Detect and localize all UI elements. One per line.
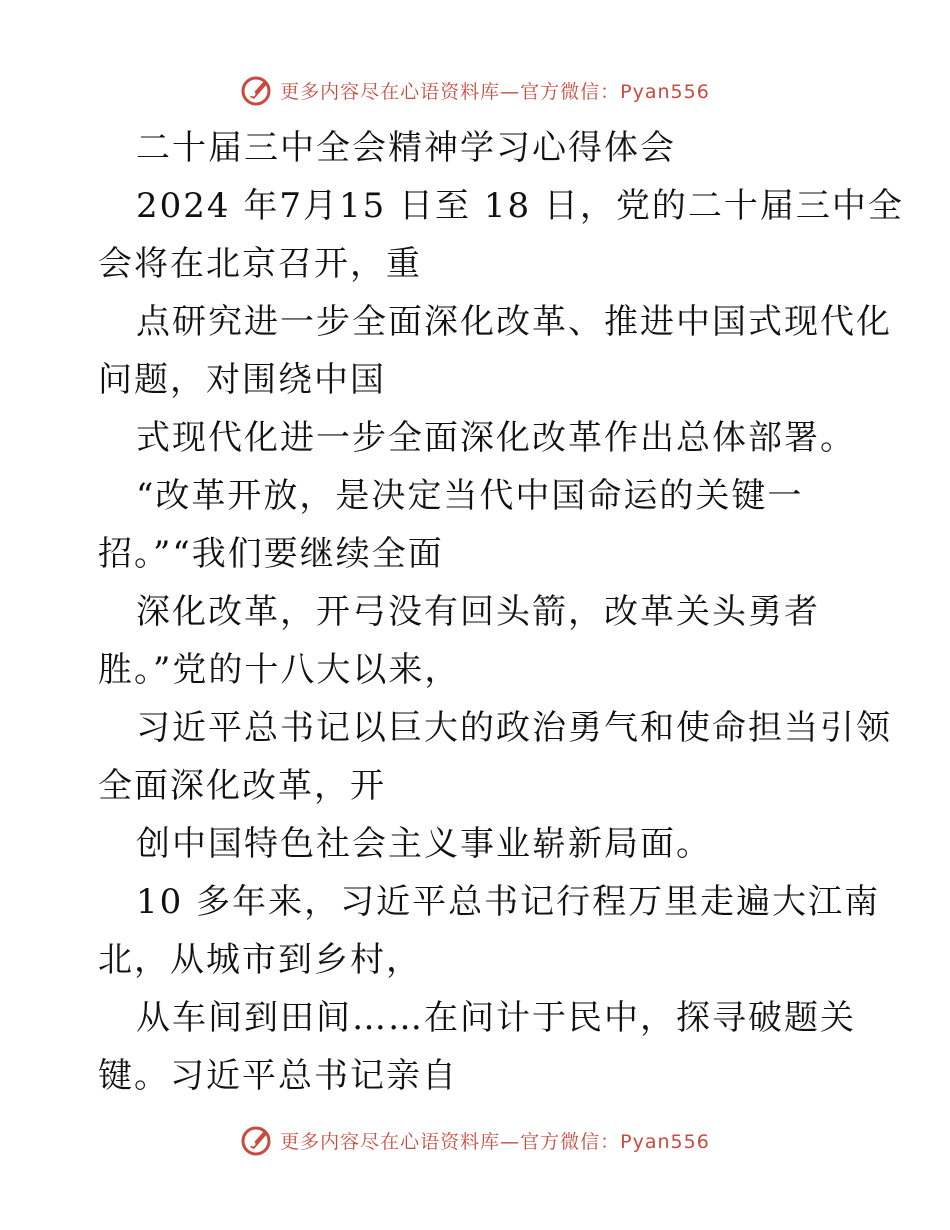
paragraph-line: 胜。”党的十八大以来， [98, 650, 461, 690]
paragraph-line: 键。习近平总书记亲自 [98, 1056, 458, 1096]
footer-watermark-banner [0, 1120, 950, 1160]
paragraph-line: 会将在北京召开，重 [98, 244, 422, 284]
paragraph-line: 从车间到田间……在问计于民中，探寻破题关 [136, 998, 856, 1038]
paragraph-line: 全面深化改革，开 [98, 766, 386, 806]
paragraph-line: 习近平总书记以巨大的政治勇气和使命担当引领 [136, 708, 892, 748]
document-title: 二十届三中全会精神学习心得体会 [136, 128, 676, 168]
paragraph-line: 招。”“我们要继续全面 [98, 534, 444, 574]
paragraph-line: 问题，对围绕中国 [98, 360, 386, 400]
paragraph-line: 式现代化进一步全面深化改革作出总体部署。 [136, 418, 856, 458]
paragraph-line: “改革开放，是决定当代中国命运的关键一 [136, 476, 804, 516]
paragraph-line: 2024 年7月15 日至 18 日，党的二十届三中全 [136, 186, 904, 226]
paragraph-line: 深化改革，开弓没有回头箭，改革关头勇者 [136, 592, 820, 632]
footer-banner-text: 更多内容尽在心语资料库—官方微信：Pyan556 [280, 1130, 710, 1153]
paragraph-line: 10 多年来，习近平总书记行程万里走遍大江南 [136, 882, 881, 922]
header-banner-text: 更多内容尽在心语资料库—官方微信：Pyan556 [280, 80, 710, 103]
paragraph-line: 北，从城市到乡村， [98, 940, 422, 980]
paragraph-line: 创中国特色社会主义事业崭新局面。 [136, 824, 712, 864]
quill-seal-icon [240, 1123, 274, 1157]
paragraph-line: 点研究进一步全面深化改革、推进中国式现代化 [136, 302, 892, 342]
